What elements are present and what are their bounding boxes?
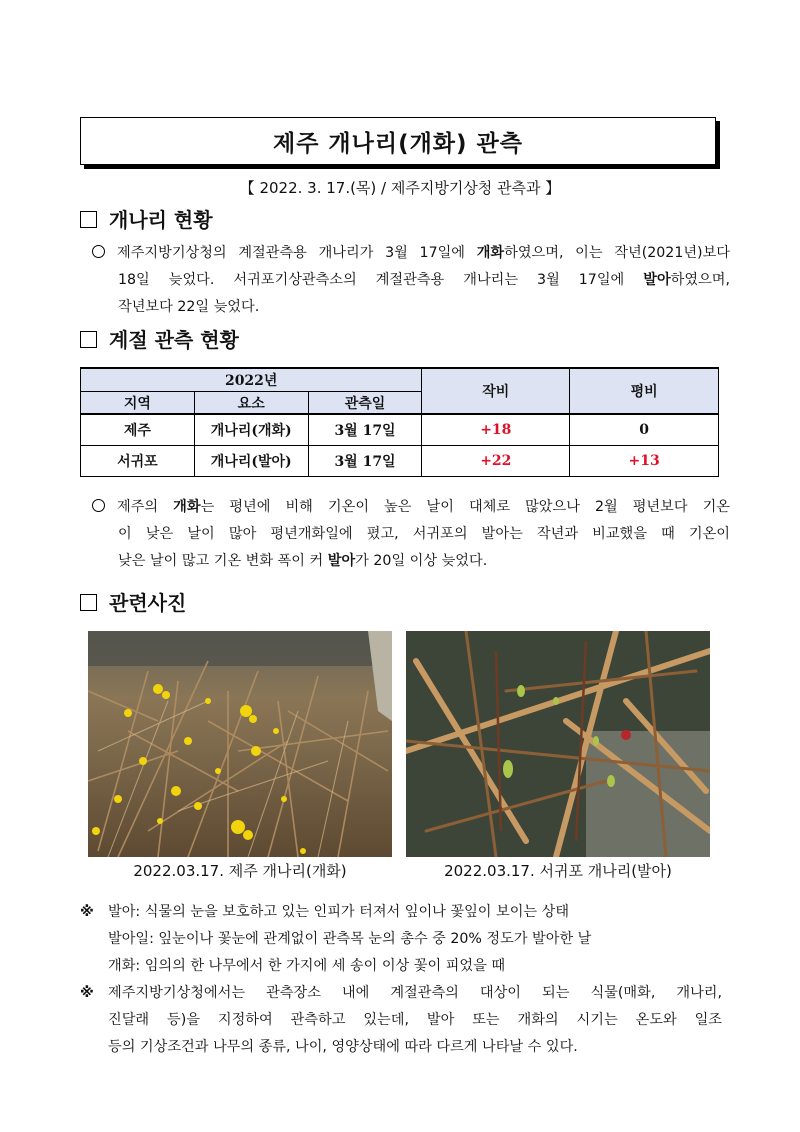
observation-table <box>80 367 719 477</box>
section-observation <box>80 324 239 353</box>
photo-caption: 2022.03.17. 제주 개나리(개화) <box>133 862 347 880</box>
diff-last-cell: +18 <box>422 414 570 446</box>
title-box <box>80 117 716 165</box>
paragraph-line: 작년보다 22일 늦었다. <box>118 299 260 315</box>
region-cell: 제주 <box>81 414 195 446</box>
reference-mark-icon: ※ <box>80 904 94 920</box>
square-bullet-icon <box>80 331 97 348</box>
region-cell: 서귀포 <box>81 446 195 477</box>
observation-note <box>80 980 722 1061</box>
photo-jeju-forsythia <box>88 631 392 857</box>
note-line: 진달래 등)을 지정하여 관측하고 있는데, 발아 또는 개화의 시기는 온도와 일조 <box>108 1012 722 1028</box>
circle-bullet-icon <box>92 499 105 512</box>
date-cell: 3월 17일 <box>308 446 422 477</box>
note-line: ※ 제주지방기상청에서는 관측장소 내에 계절관측의 대상이 되는 식물(매화, 개나리, <box>80 980 722 1007</box>
square-bullet-icon <box>80 211 97 228</box>
paragraph-line: 이 낮은 날이 많아 평년개화일에 폈고, 서귀포의 발아는 작년과 비교했을 때 기온이 <box>118 526 730 542</box>
definitions-note <box>80 899 591 980</box>
diff-last-cell: +22 <box>422 446 570 477</box>
square-bullet-icon <box>80 594 97 611</box>
circle-bullet-icon <box>92 245 105 258</box>
photo-caption: 2022.03.17. 서귀포 개나리(발아) <box>444 862 672 880</box>
diff-normal-cell: 0 <box>570 414 719 446</box>
section-title: 관련사진 <box>109 591 187 615</box>
photo-seogwipo-forsythia <box>406 631 710 857</box>
year-header: 2022년 <box>81 368 422 392</box>
page-title: 제주 개나리(개화) 관측 <box>272 130 523 157</box>
table-row <box>81 446 719 477</box>
region-header: 지역 <box>81 392 195 415</box>
diff-normal-header: 평비 <box>570 368 719 414</box>
note-line: 등의 기상조건과 나무의 종류, 나이, 영양상태에 따라 다르게 나타날 수 있다. <box>108 1039 578 1055</box>
element-header: 요소 <box>194 392 308 415</box>
section-title: 개나리 현황 <box>109 208 213 232</box>
note-line: ※ 발아: 식물의 눈을 보호하고 있는 인피가 터져서 잎이나 꽃잎이 보이는 상태 <box>80 899 591 926</box>
current-status-paragraph <box>80 240 730 321</box>
paragraph-line: 제주의 개화는 평년에 비해 기온이 높은 날이 대체로 많았으나 2월 평년보다 기온 <box>80 494 730 521</box>
forsythia-budding-image <box>406 631 710 857</box>
forsythia-flowering-image <box>88 631 392 857</box>
element-cell: 개나리(개화) <box>194 414 308 446</box>
section-current <box>80 204 213 233</box>
date-department-line: 【 2022. 3. 17.(목) / 제주지방기상청 관측과 】 <box>239 179 561 197</box>
note-line: 개화: 임의의 한 나무에서 한 가지에 세 송이 이상 꽃이 피었을 때 <box>108 958 506 974</box>
analysis-paragraph <box>80 494 730 575</box>
table-row <box>81 414 719 446</box>
date-cell: 3월 17일 <box>308 414 422 446</box>
element-cell: 개나리(발아) <box>194 446 308 477</box>
section-title: 계절 관측 현황 <box>109 328 239 352</box>
date-header: 관측일 <box>308 392 422 415</box>
paragraph-line: 18일 늦었다. 서귀포기상관측소의 계절관측용 개나리는 3월 17일에 발아하였으며, <box>118 272 730 288</box>
diff-last-header: 작비 <box>422 368 570 414</box>
section-photos <box>80 587 186 616</box>
diff-normal-cell: +13 <box>570 446 719 477</box>
paragraph-line: 제주지방기상청의 계절관측용 개나리가 3월 17일에 개화하였으며, 이는 작년(2021년)보다 <box>80 240 730 267</box>
note-line: 발아일: 잎눈이나 꽃눈에 관계없이 관측목 눈의 총수 중 20% 정도가 발아한 날 <box>108 931 592 947</box>
paragraph-line: 낮은 날이 많고 기온 변화 폭이 커 발아가 20일 이상 늦었다. <box>118 553 488 569</box>
reference-mark-icon: ※ <box>80 985 94 1001</box>
